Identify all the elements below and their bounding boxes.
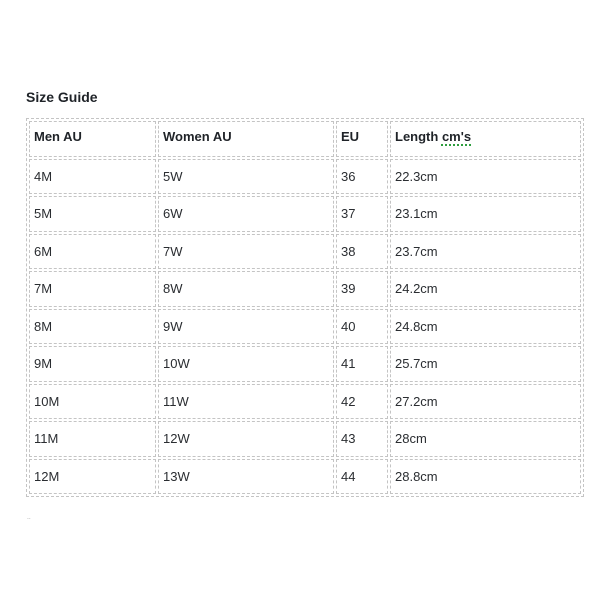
page-title: Size Guide — [26, 89, 98, 105]
column-header-men-au: Men AU — [29, 121, 156, 157]
column-header-women-au: Women AU — [158, 121, 334, 157]
column-header-eu: EU — [336, 121, 388, 157]
cell-women-au: 6W — [158, 196, 334, 232]
table-row — [29, 159, 581, 195]
cell-eu: 36 — [336, 159, 388, 195]
cell-men-au: 12M — [29, 459, 156, 495]
cell-women-au: 7W — [158, 234, 334, 270]
spellcheck-flagged-word: cm's — [441, 129, 472, 144]
column-header-length-prefix: Length — [395, 129, 442, 144]
cell-eu: 39 — [336, 271, 388, 307]
cell-men-au: 6M — [29, 234, 156, 270]
size-guide-table-wrapper — [26, 118, 584, 497]
cell-eu: 44 — [336, 459, 388, 495]
cell-women-au: 9W — [158, 309, 334, 345]
cell-men-au: 8M — [29, 309, 156, 345]
table-row — [29, 421, 581, 457]
cell-length: 24.8cm — [390, 309, 581, 345]
table-row — [29, 234, 581, 270]
cell-men-au: 10M — [29, 384, 156, 420]
cell-men-au: 11M — [29, 421, 156, 457]
editor-paragraph-marker: ‧‧ — [27, 517, 31, 523]
table-row — [29, 384, 581, 420]
cell-length: 23.1cm — [390, 196, 581, 232]
cell-length: 28cm — [390, 421, 581, 457]
cell-men-au: 7M — [29, 271, 156, 307]
cell-eu: 42 — [336, 384, 388, 420]
cell-length: 24.2cm — [390, 271, 581, 307]
table-row — [29, 346, 581, 382]
cell-eu: 40 — [336, 309, 388, 345]
table-row — [29, 196, 581, 232]
cell-length: 27.2cm — [390, 384, 581, 420]
table-row — [29, 271, 581, 307]
cell-women-au: 12W — [158, 421, 334, 457]
cell-eu: 37 — [336, 196, 388, 232]
cell-women-au: 5W — [158, 159, 334, 195]
cell-length: 28.8cm — [390, 459, 581, 495]
cell-eu: 38 — [336, 234, 388, 270]
cell-women-au: 8W — [158, 271, 334, 307]
cell-length: 25.7cm — [390, 346, 581, 382]
cell-men-au: 5M — [29, 196, 156, 232]
table-row — [29, 459, 581, 495]
cell-eu: 43 — [336, 421, 388, 457]
column-header-length — [390, 121, 581, 157]
size-guide-table — [27, 119, 583, 496]
cell-men-au: 9M — [29, 346, 156, 382]
cell-women-au: 11W — [158, 384, 334, 420]
table-header-row — [29, 121, 581, 157]
cell-length: 22.3cm — [390, 159, 581, 195]
cell-men-au: 4M — [29, 159, 156, 195]
cell-women-au: 13W — [158, 459, 334, 495]
cell-eu: 41 — [336, 346, 388, 382]
table-row — [29, 309, 581, 345]
cell-women-au: 10W — [158, 346, 334, 382]
cell-length: 23.7cm — [390, 234, 581, 270]
